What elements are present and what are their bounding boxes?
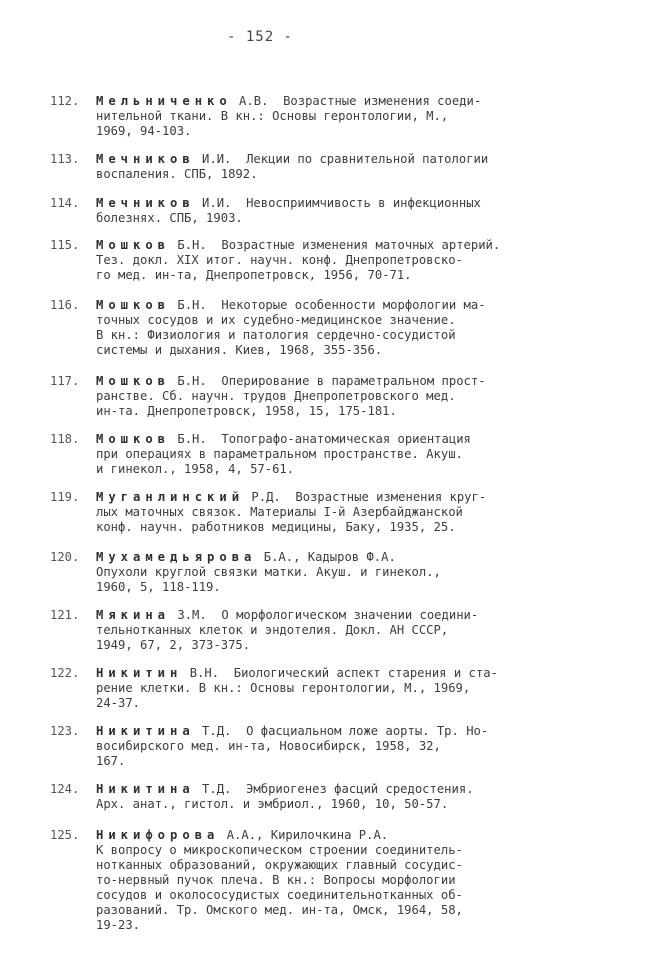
entry-body: [96, 94, 610, 139]
entry-text: Б.А., Кадыров Ф.А. Опухоли круглой связки матки. Акуш. и гинекол., 1960, 5, 118-119.: [96, 550, 441, 594]
entry-text: Т.Д. Эмбриогенез фасций средостения. Арх. анат., гистол. и эмбриол., 1960, 10, 50-57.: [96, 782, 474, 811]
entry-body: [96, 550, 610, 595]
entry-author: Никифорова: [96, 828, 220, 842]
entry-text: Т.Д. О фасциальном ложе аорты. Тр. Но- восибирского мед. ин-та, Новосибирск, 1958, 32, 167.: [96, 724, 489, 768]
entry-text: Б.Н. Оперирование в параметральном прост- ранстве. Сб. научн. трудов Днепропетровского мед. ин-та. Днепропетровск, 1958, 15, 175-181.: [96, 374, 486, 418]
entry-body: [96, 724, 610, 769]
entry-body: [96, 608, 610, 653]
entry-number: 116.: [50, 298, 80, 312]
entry-number: 119.: [50, 490, 80, 504]
entry-body: [96, 490, 610, 535]
page-number: - 152 -: [226, 29, 293, 45]
entry-author: Мечников: [96, 152, 195, 166]
entry-number: 125.: [50, 828, 80, 842]
entry-author: Мошков: [96, 374, 171, 388]
bibliography-entry-122: [50, 666, 610, 711]
entry-body: [96, 828, 610, 933]
entry-text: А.В. Возрастные изменения соеди- нительной ткани. В кн.: Основы геронтологии, М., 1969, 94-103.: [96, 94, 482, 138]
entry-text: И.И. Лекции по сравнительной патологии воспаления. СПБ, 1892.: [96, 152, 489, 181]
entry-author: Никитин: [96, 666, 183, 680]
entry-number: 114.: [50, 196, 80, 210]
entry-text: И.И. Невосприимчивость в инфекционных болезнях. СПБ, 1903.: [96, 196, 481, 225]
entry-author: Муганлинский: [96, 490, 245, 504]
bibliography-entry-117: [50, 374, 610, 419]
entry-body: [96, 152, 610, 182]
bibliography-entry-124: [50, 782, 610, 812]
entry-body: [96, 196, 610, 226]
entry-body: [96, 666, 610, 711]
bibliography-entry-113: [50, 152, 610, 182]
entry-number: 124.: [50, 782, 80, 796]
bibliography-entry-119: [50, 490, 610, 535]
bibliography-entry-123: [50, 724, 610, 769]
bibliography-entry-120: [50, 550, 610, 595]
entry-author: Мечников: [96, 196, 195, 210]
entry-number: 121.: [50, 608, 80, 622]
entry-number: 123.: [50, 724, 80, 738]
bibliography-entry-115: [50, 238, 610, 283]
entry-number: 117.: [50, 374, 80, 388]
bibliography-entry-121: [50, 608, 610, 653]
entry-text: А.А., Кирилочкина Р.А. К вопросу о микроскопическом строении соединитель- нотканных образований, окружающих главный сосудис- то-нервный пучок плеча. В кн.: Вопросы морфологии сосудов и околососудистых соединительнотканных об- разований. Тр. Омского мед. ин-та, Омск, 1964, 58, 19-23.: [96, 828, 463, 932]
entry-body: [96, 374, 610, 419]
entry-author: Мухамедьярова: [96, 550, 257, 564]
entry-body: [96, 782, 610, 812]
entry-number: 120.: [50, 550, 80, 564]
entry-number: 122.: [50, 666, 80, 680]
bibliography-entry-118: [50, 432, 610, 477]
entry-text: Б.Н. Некоторые особенности морфологии ма- точных сосудов и их судебно-медицинское значение. В кн.: Физиология и патология сердечно-сосудистой системы и дыхания. Киев, 1968, 355-356.: [96, 298, 486, 357]
entry-text: З.М. О морфологическом значении соедини- тельнотканных клеток и эндотелия. Докл. АН СССР, 1949, 67, 2, 373-375.: [96, 608, 479, 652]
entry-text: Б.Н. Возрастные изменения маточных артерий. Тез. докл. XIX итог. научн. конф. Днепропетровско- го мед. ин-та, Днепропетровск, 1956, 70-71.: [96, 238, 501, 282]
entry-text: В.Н. Биологический аспект старения и ста- рение клетки. В кн.: Основы геронтологии, М., 1969, 24-37.: [96, 666, 498, 710]
entry-body: [96, 432, 610, 477]
entry-number: 112.: [50, 94, 80, 108]
entry-text: Б.Н. Топографо-анатомическая ориентация при операциях в параметральном пространстве. Акуш. и гинекол., 1958, 4, 57-61.: [96, 432, 471, 476]
entry-author: Мошков: [96, 238, 171, 252]
entry-number: 118.: [50, 432, 80, 446]
entry-author: Мошков: [96, 298, 171, 312]
bibliography-entry-114: [50, 196, 610, 226]
entry-author: Мошков: [96, 432, 171, 446]
entry-author: Мельниченко: [96, 94, 232, 108]
entry-author: Никитина: [96, 782, 195, 796]
bibliography-entry-125: [50, 828, 610, 933]
bibliography-entry-116: [50, 298, 610, 358]
entry-number: 115.: [50, 238, 80, 252]
entry-author: Мякина: [96, 608, 171, 622]
bibliography-entry-112: [50, 94, 610, 139]
entry-number: 113.: [50, 152, 80, 166]
entry-text: Р.Д. Возрастные изменения круг- лых маточных связок. Материалы I-й Азербайджанской конф. научн. работников медицины, Баку, 1935, 25.: [96, 490, 487, 534]
entry-body: [96, 298, 610, 358]
entry-body: [96, 238, 610, 283]
entry-author: Никитина: [96, 724, 195, 738]
